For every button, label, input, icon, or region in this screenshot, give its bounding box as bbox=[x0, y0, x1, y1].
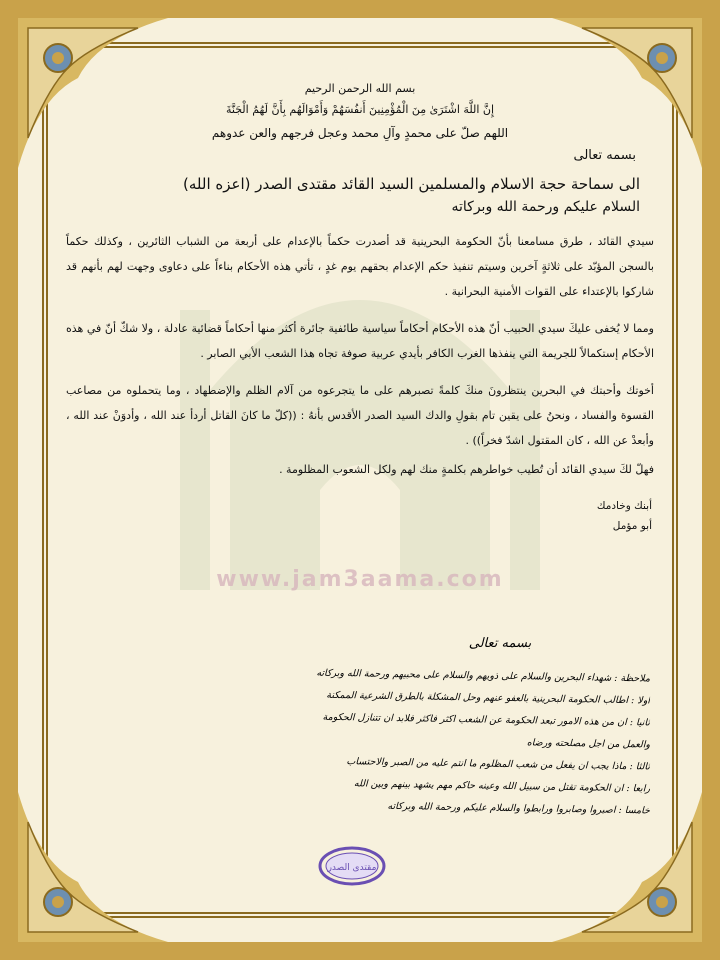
handwritten-line: ثانيا : ان من هذه الامور تبعد الحكومة عن الشعب اكثر فاكثر فلابد ان تتنازل الحكومة bbox=[322, 711, 651, 729]
handwritten-reply bbox=[140, 664, 650, 818]
paragraph-3: أخوتك وأحبتك في البحرين ينتظرونَ منكَ كلمةً تصبرهم على ما يتجرعوه من آلام الظلم والإضطهاد ، وما يتحملوه من مصاعب القسوة والفساد ، ونحنُ على يقين تام بقولِ والدك السيد الصدر الأقدس بأنهُ : ((كلّ ما كانَ القاتل أردأ عند الله ، وأدوَنْ عند الله ، وأبعدْ عن الله ، كان المقتول اشدّ فخراً)) . bbox=[66, 384, 654, 447]
handwritten-line: اولا : اطالب الحكومة البحرينية بالعفو عنهم وحل المشكلة بالطرق الشرعية الممكنة bbox=[326, 689, 651, 707]
quran-verse: إِنَّ اللَّهَ اشْتَرَىٰ مِنَ الْمُؤْمِنِينَ أَنفُسَهُمْ وَأَمْوَالَهُم بِأَنَّ لَهُمُ الْجَنَّةَ bbox=[225, 103, 495, 116]
watermark-site-url: www.jam3aama.com bbox=[216, 567, 504, 592]
signoff-block bbox=[58, 496, 662, 536]
official-seal-stamp bbox=[318, 846, 386, 886]
paragraph-2: ومما لا يُخفى عليكَ سيدي الحبيب أنّ هذه الأحكام أحكاماً سياسية طائفية جائرة أكثر منها أحكاماً قضائية عادلة ، ولا شكّ أنّ في هذه الأحكام إستكمالاً للجريمة التي ينفذها الغرب الكافر بأيدي عربية صوفة تجاه هذا الشعب الأبي الصابر . bbox=[66, 322, 654, 360]
bism-taala: بسمه تعالى bbox=[573, 148, 636, 163]
paragraph-1: سيدي القائد ، طرق مسامعنا بأنّ الحكومة البحرينية قد أصدرت حكماً بالإعدام على أربعة من الشباب الثائرين ، وكذلك حكماً بالسجن المؤبّد على ثلاثةٍ آخرين وسيتم تنفيذ حكم الإعدام بحقهم يوم غدٍ ، تأتي هذه الأحكام بناءاً على دعاوى وجهت لهم بأنهم قد شاركوا بالإعتداء على القوات الأمنية البحرانية . bbox=[66, 235, 654, 298]
handwritten-line: والعمل من اجل مصلحته ورضاه bbox=[526, 737, 651, 751]
addressee-line: الى سماحة حجة الاسلام والمسلمين السيد القائد مقتدى الصدر (اعزه الله) bbox=[183, 175, 640, 193]
salawat-line: اللهم صلّ على محمدٍ وآلِ محمد وعجل فرجهم والعن عدوهم bbox=[211, 126, 509, 140]
seal-text: مقتدى الصدر bbox=[327, 863, 377, 873]
handwritten-line: ملاحظة : شهداء البحرين والسلام على ذويهم والسلام على محبيهم ورحمة الله وبركاته bbox=[316, 667, 651, 685]
handwritten-line: ثالثا : ماذا يجب ان يفعل من شعب المظلوم ما انتم عليه من الصبر والاحتساب bbox=[346, 756, 651, 773]
signoff: أبنك وخادمك bbox=[596, 500, 652, 512]
signature: أبو مؤمل bbox=[612, 520, 652, 532]
greeting-line: السلام عليكم ورحمة الله وبركاته bbox=[451, 199, 640, 215]
letter-body bbox=[58, 82, 662, 536]
basmala: بسم الله الرحمن الرحيم bbox=[304, 82, 416, 95]
handwritten-title: بسمه تعالى bbox=[468, 636, 532, 651]
handwritten-line: رابعا : ان الحكومة تقتل من سبيل الله وعينه حاكم مهم يشهد بينهم وبين الله bbox=[353, 778, 651, 795]
paragraph-4: فهلّ لكَ سيدي القائد أن تُطيب خواطرهم بكلمةٍ منك لهم ولكل الشعوب المظلومة . bbox=[279, 463, 654, 476]
handwritten-line: خامسا : اصبروا وصابروا ورابطوا والسلام عليكم ورحمة الله وبركاته bbox=[387, 800, 651, 817]
